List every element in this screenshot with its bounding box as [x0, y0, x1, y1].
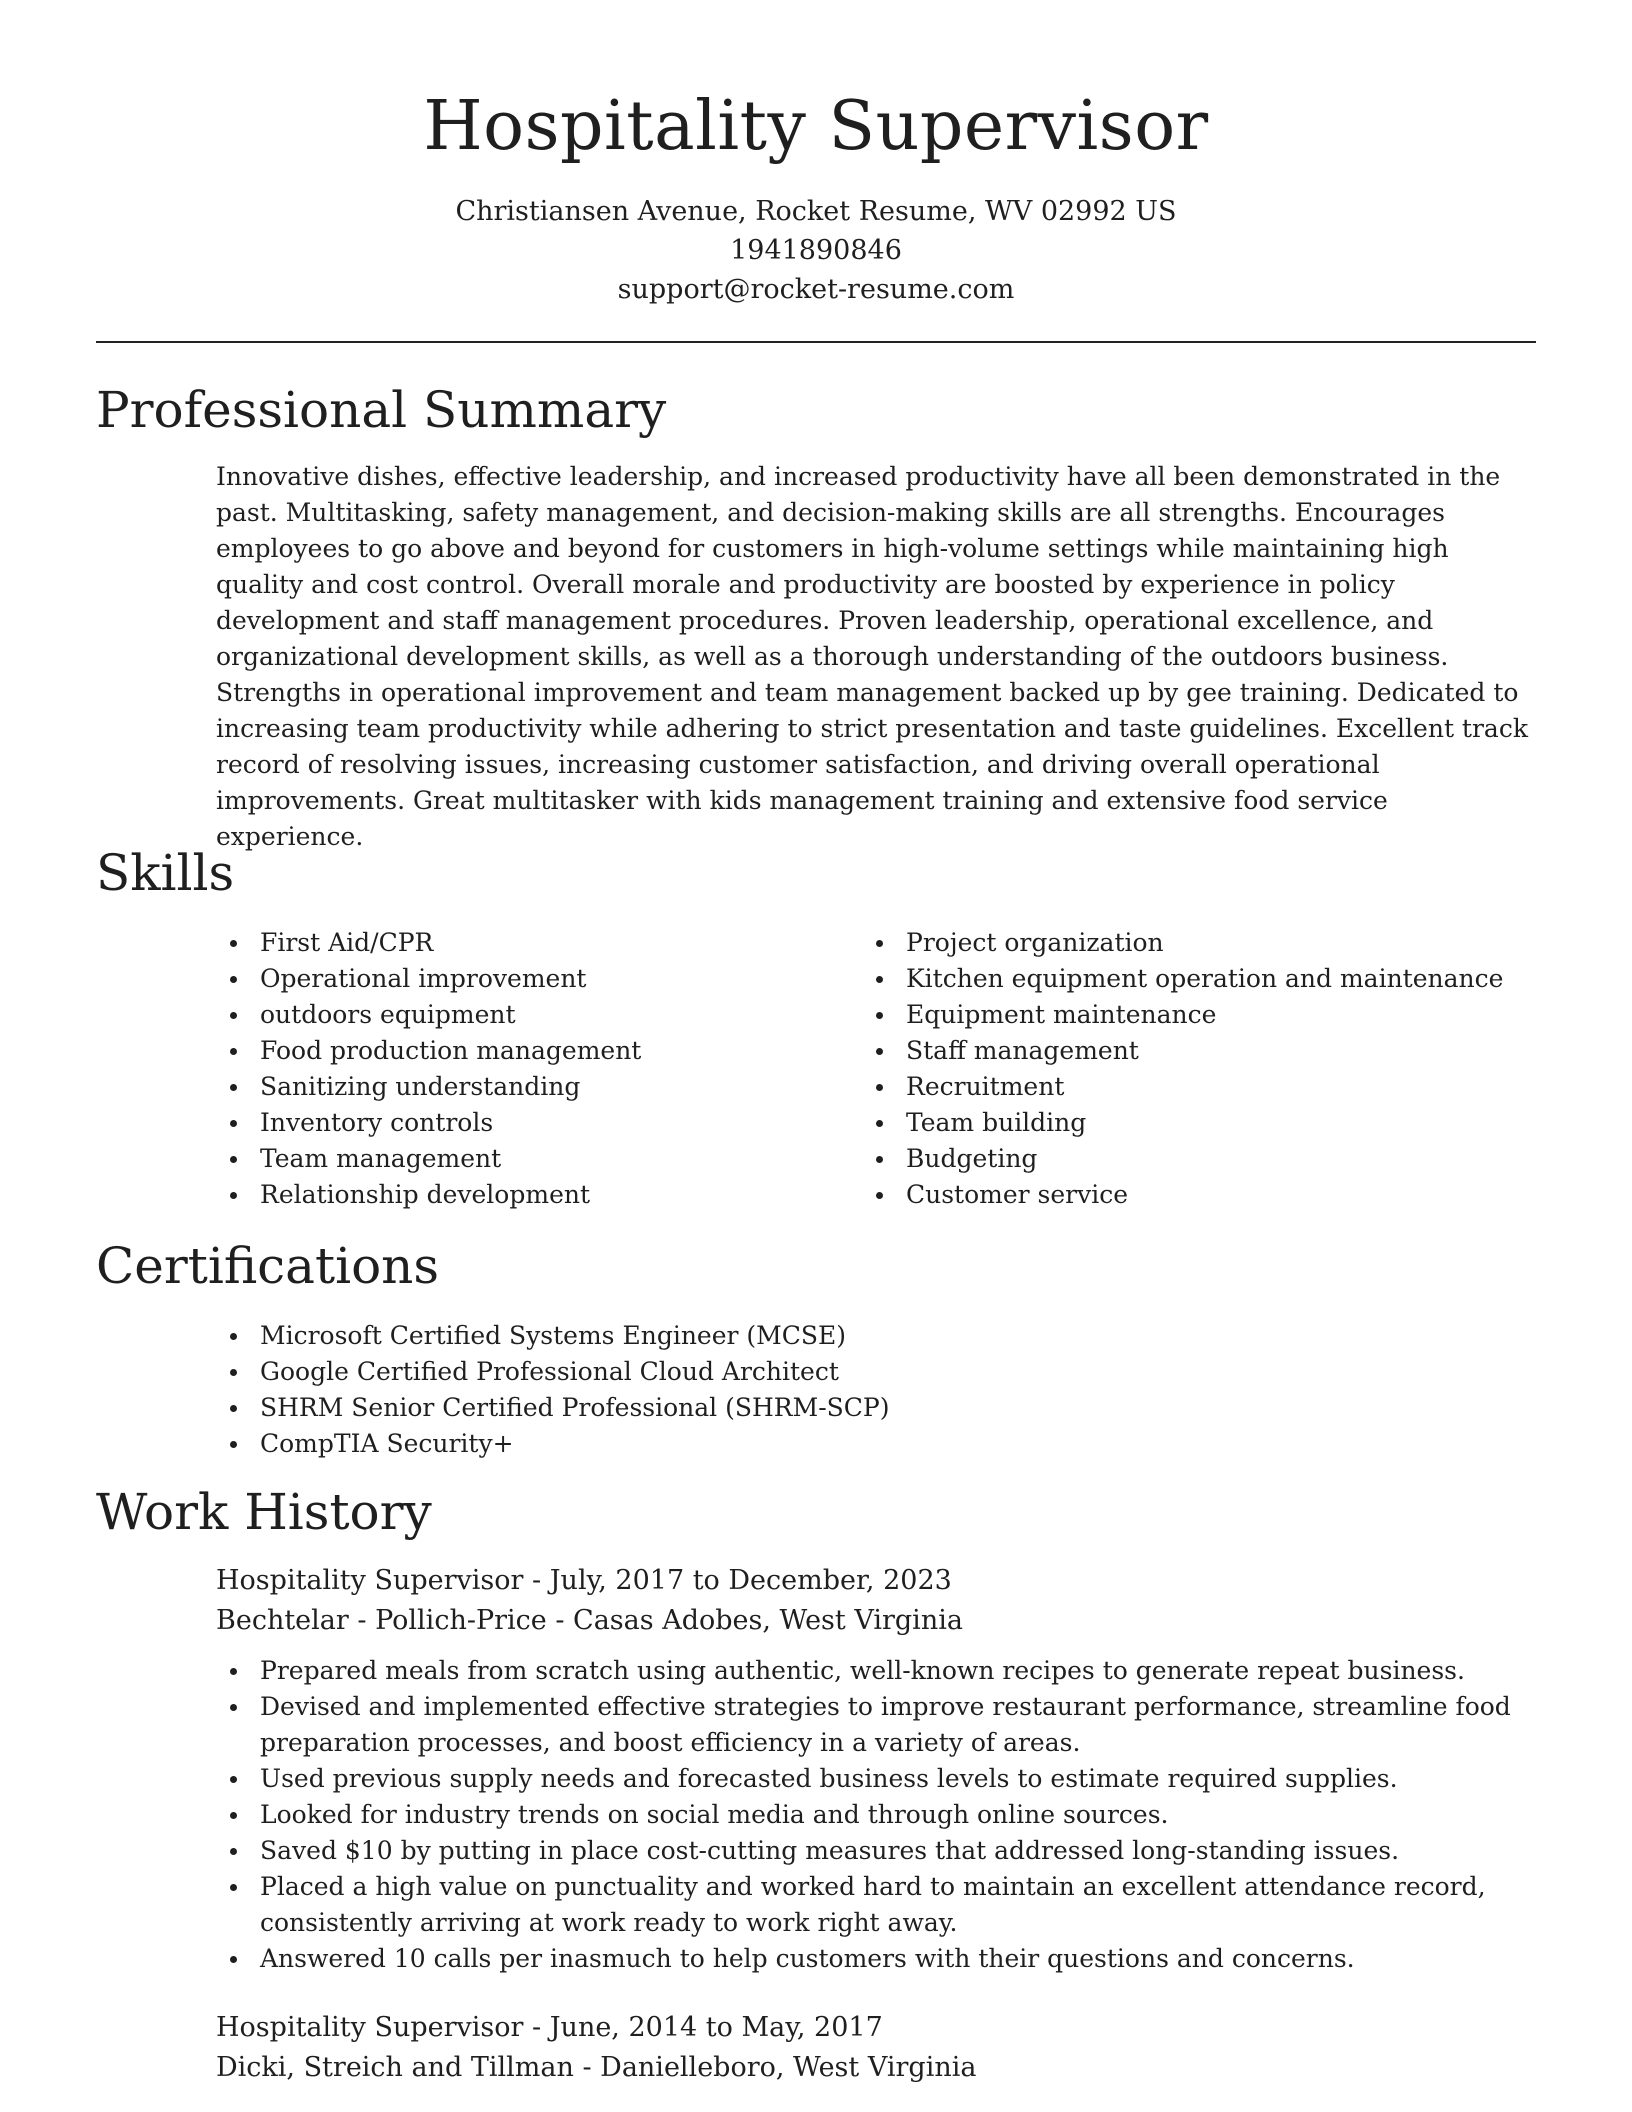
candidate-name: Hospitality Supervisor: [423, 87, 1209, 166]
certifications-list: [216, 1318, 1536, 1462]
job-duty-item: Placed a high value on punctuality and worked hard to maintain an excellent attendance record, consistently arriving at work ready to work right away.: [260, 1869, 1536, 1941]
contact-block: [0, 192, 1632, 309]
skill-item: Staff management: [906, 1033, 1536, 1069]
skill-item: Team management: [260, 1141, 816, 1177]
certification-item: Microsoft Certified Systems Engineer (MCSE): [260, 1318, 1536, 1354]
skill-item: Relationship development: [260, 1177, 816, 1213]
job-duty-item: Used previous supply needs and forecasted business levels to estimate required supplies.: [260, 1761, 1536, 1797]
summary-text: Innovative dishes, effective leadership, and increased productivity have all been demonstrated in the past. Multitasking, safety management, and decision-making skills are all strengths. Encourages employees to go above and beyond for customers in high-volume settings while maintaining high quality and cost control. Overall morale and productivity are boosted by experience in policy development and staff management procedures. Proven leadership, operational excellence, and organizational development skills, as well as a thorough understanding of the outdoors business. Strengths in operational improvement and team management backed up by gee training. Dedicated to increasing team productivity while adhering to strict presentation and taste guidelines. Excellent track record of resolving issues, increasing customer satisfaction, and driving overall operational improvements. Great multitasker with kids management training and extensive food service experience.: [216, 462, 1528, 851]
skill-item: Sanitizing understanding: [260, 1069, 816, 1105]
skill-item: Project organization: [906, 925, 1536, 961]
header-divider: [96, 341, 1536, 343]
skill-item: Kitchen equipment operation and maintenance: [906, 961, 1536, 997]
job-duty-item: Devised and implemented effective strategies to improve restaurant performance, streamline food preparation processes, and boost efficiency in a variety of areas.: [260, 1689, 1536, 1761]
job-duties-list: [216, 1653, 1536, 1977]
summary-heading: Professional Summary: [96, 381, 667, 439]
job-duty-item: Saved $10 by putting in place cost-cutting measures that addressed long-standing issues.: [260, 1833, 1536, 1869]
skills-heading: Skills: [96, 844, 235, 902]
work-history-heading: Work History: [96, 1483, 432, 1541]
skills-column-left: [216, 925, 816, 1213]
skills-list-right: [862, 925, 1536, 1213]
skill-item: Food production management: [260, 1033, 816, 1069]
job-entry: [216, 1561, 1536, 1977]
skill-item: Budgeting: [906, 1141, 1536, 1177]
skills-column-right: [862, 925, 1536, 1213]
skill-item: Recruitment: [906, 1069, 1536, 1105]
email: support@rocket-resume.com: [617, 274, 1015, 305]
phone: 1941890846: [730, 235, 902, 266]
certifications-block: [216, 1318, 1536, 1462]
resume-header: [0, 0, 1632, 309]
job-duty-item: Prepared meals from scratch using authentic, well-known recipes to generate repeat business.: [260, 1653, 1536, 1689]
skill-item: Equipment maintenance: [906, 997, 1536, 1033]
job-company-line: Dicki, Streich and Tillman - Danielleboro, West Virginia: [216, 2052, 977, 2083]
job-title-line: Hospitality Supervisor - July, 2017 to December, 2023: [216, 1565, 952, 1596]
certification-item: CompTIA Security+: [260, 1426, 1536, 1462]
certifications-heading: Certifications: [96, 1237, 440, 1295]
certification-item: SHRM Senior Certified Professional (SHRM-SCP): [260, 1390, 1536, 1426]
job-title-line: Hospitality Supervisor - June, 2014 to May, 2017: [216, 2012, 883, 2043]
address: Christiansen Avenue, Rocket Resume, WV 02992 US: [455, 196, 1177, 227]
job-entry: [216, 2008, 1536, 2088]
skill-item: outdoors equipment: [260, 997, 816, 1033]
skill-item: Operational improvement: [260, 961, 816, 997]
skill-item: Inventory controls: [260, 1105, 816, 1141]
skills-list-left: [216, 925, 816, 1213]
certification-item: Google Certified Professional Cloud Architect: [260, 1354, 1536, 1390]
job-duty-item: Looked for industry trends on social media and through online sources.: [260, 1797, 1536, 1833]
skill-item: Customer service: [906, 1177, 1536, 1213]
skill-item: Team building: [906, 1105, 1536, 1141]
job-duty-item: Answered 10 calls per inasmuch to help customers with their questions and concerns.: [260, 1941, 1536, 1977]
skill-item: First Aid/CPR: [260, 925, 816, 961]
job-company-line: Bechtelar - Pollich-Price - Casas Adobes, West Virginia: [216, 1605, 963, 1636]
